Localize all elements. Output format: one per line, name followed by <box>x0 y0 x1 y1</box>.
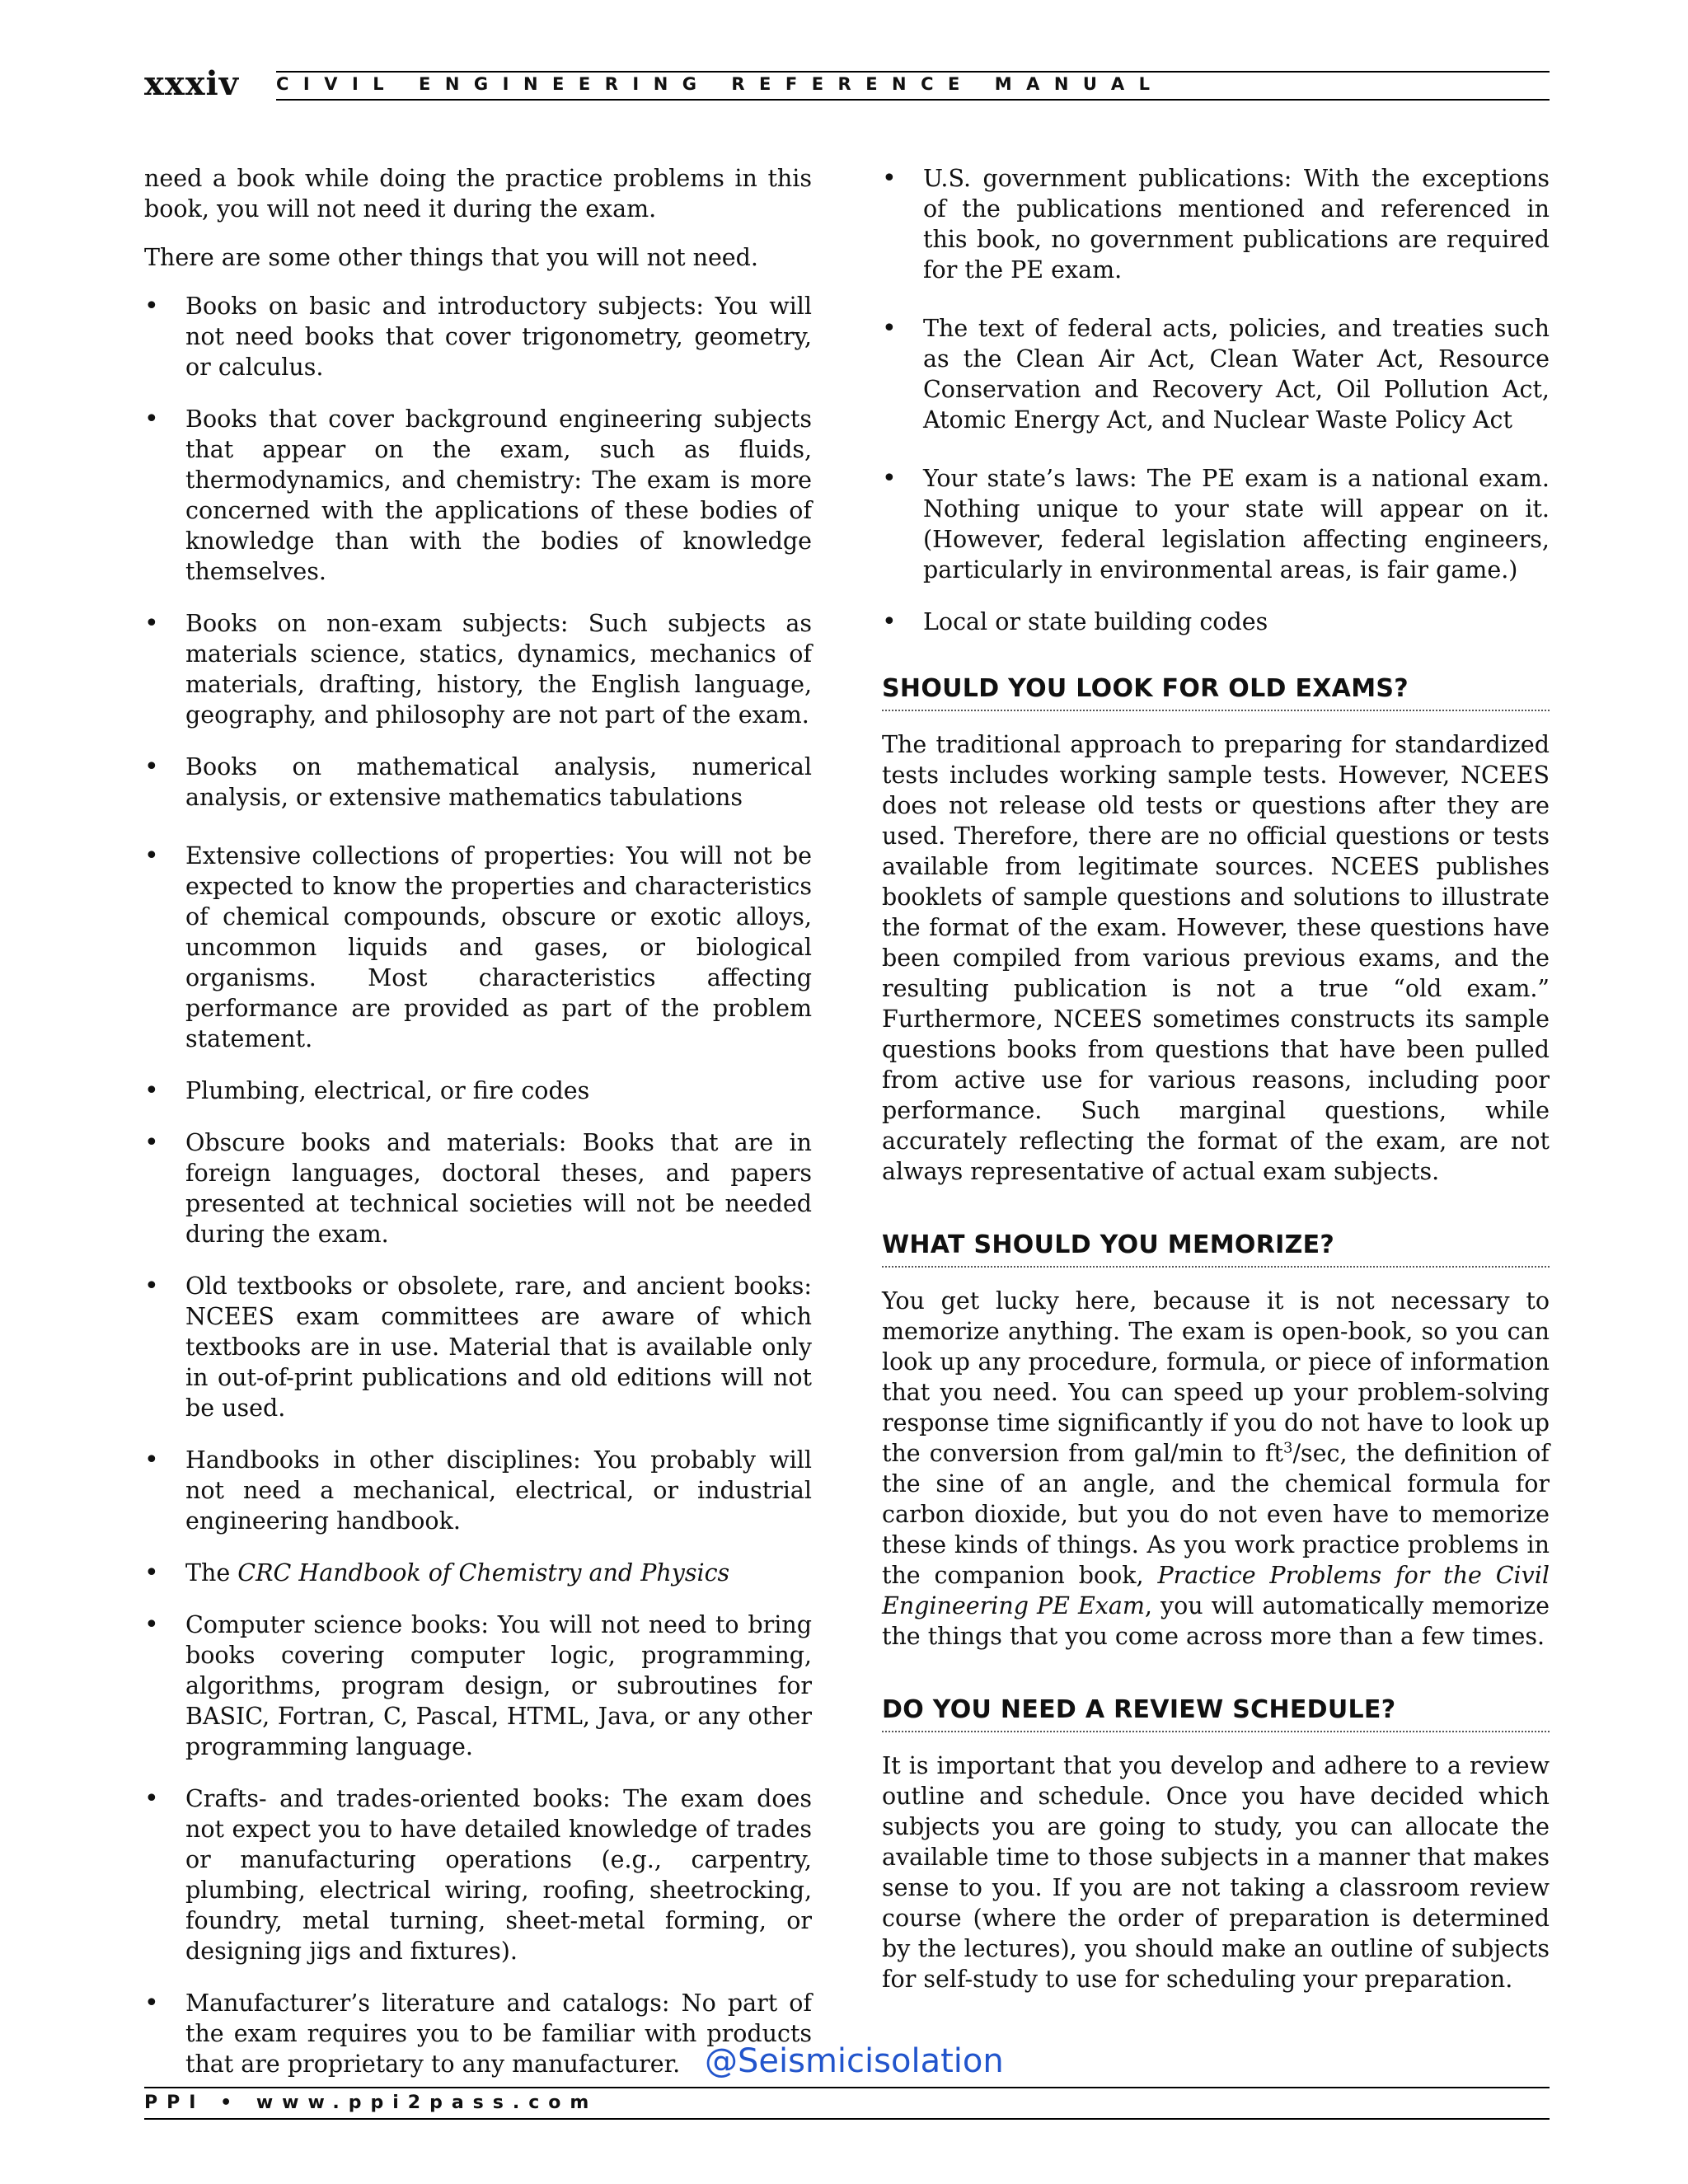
footer-text: PPI • www.ppi2pass.com <box>144 2093 598 2113</box>
list-item: • Local or state building codes <box>882 607 1550 637</box>
paragraph-memorize <box>882 1286 1550 1652</box>
not-needed-list <box>144 291 812 2079</box>
header-rule-top <box>276 71 1550 73</box>
lead-paragraph: There are some other things that you will not need. <box>144 244 758 271</box>
paragraph-review-schedule: It is important that you develop and adhere to a review outline and schedule. Once you have decided which subjects you are going to study, you can allocate the available time to those subjects in a manner that makes sense to you. If you are not taking a classroom review course (where the order of preparation is determined by the lectures), you should make an outline of subjects for self-study to use for scheduling your preparation. <box>882 1752 1550 1993</box>
running-head <box>144 58 1550 107</box>
list-item: • Plumbing, electrical, or fire codes <box>144 1076 812 1106</box>
list-item: • Extensive collections of properties: You will not be expected to know the properties and characteristics of chemical compounds, obscure or exotic alloys, uncommon liquids and gases, or biological organisms. Most characteristics affecting performance are provided as part of the problem statement. <box>144 841 812 1054</box>
list-item: • Obscure books and materials: Books that are in foreign languages, doctoral theses, and papers presented at technical societies will not be needed during the exam. <box>144 1127 812 1249</box>
list-item: • Books on non-exam subjects: Such subjects as materials science, statics, dynamics, mechanics of materials, drafting, history, the English language, geography, and philosophy are not part of the exam. <box>144 608 812 730</box>
list-item: • Computer science books: You will not need to bring books covering computer logic, programming, algorithms, program design, or subroutines for BASIC, Fortran, C, Pascal, HTML, Java, or any other programming language. <box>144 1610 812 1762</box>
book-title: CIVIL ENGINEERING REFERENCE MANUAL <box>276 74 1165 94</box>
left-column <box>144 163 812 2101</box>
companion-book-title: Practice Problems for the Civil Engineering PE Exam <box>882 1562 1550 1619</box>
watermark: @Seismicisolation <box>705 2042 1004 2080</box>
list-item: • Crafts- and trades-oriented books: The exam does not expect you to have detailed knowledge of trades or manufacturing operations (e.g., carpentry, plumbing, electrical wiring, roofing, sheetrocking, foundry, metal turning, sheet-metal forming, or designing jigs and fixtures). <box>144 1783 812 1966</box>
right-column <box>882 163 1550 2013</box>
intro-paragraph: need a book while doing the practice problems in this book, you will not need it during the exam. <box>144 165 812 223</box>
list-item-crc-handbook <box>144 1558 812 1588</box>
list-item: • Handbooks in other disciplines: You probably will not need a mechanical, electrical, or industrial engineering handbook. <box>144 1445 812 1536</box>
list-item: • Your state’s laws: The PE exam is a national exam. Nothing unique to your state will appear on it. (However, federal legislation affecting engineers, particularly in environmental areas, is fair game.) <box>882 463 1550 585</box>
heading-review-schedule: DO YOU NEED A REVIEW SCHEDULE? <box>882 1694 1550 1732</box>
list-item: • U.S. government publications: With the exceptions of the publications mentioned and referenced in this book, no government publications are required for the PE exam. <box>882 163 1550 285</box>
page-number: xxxiv <box>144 64 239 103</box>
list-item: • Old textbooks or obsolete, rare, and ancient books: NCEES exam committees are aware of which textbooks are in use. Material that is available only in out-of-print publications and old editions will not be used. <box>144 1271 812 1423</box>
crc-handbook-title: CRC Handbook of Chemistry and Physics <box>237 1559 730 1586</box>
list-item: • Books on mathematical analysis, numerical analysis, or extensive mathematics tabulations <box>144 752 812 813</box>
heading-old-exams: SHOULD YOU LOOK FOR OLD EXAMS? <box>882 673 1550 711</box>
paragraph-old-exams: The traditional approach to preparing for standardized tests includes working sample tests. However, NCEES does not release old tests or questions after they are used. Therefore, there are no official questions or tests available from legitimate sources. NCEES publishes booklets of sample questions and solutions to illustrate the format of the exam. However, these questions have been compiled from various previous exams, and the resulting publication is not a true “old exam.” Furthermore, NCEES sometimes constructs its sample questions books from questions that have been pulled from active use for various reasons, including poor performance. Such marginal questions, while accurately reflecting the format of the exam, are not always representative of actual exam subjects. <box>882 731 1550 1185</box>
footer-rule-bottom <box>144 2118 1550 2120</box>
list-item: • Manufacturer’s literature and catalogs: No part of the exam requires you to be familiar with products that are proprietary to any manufacturer. <box>144 1988 812 2079</box>
superscript-3: 3 <box>1283 1439 1293 1457</box>
list-item: • The text of federal acts, policies, and treaties such as the Clean Air Act, Clean Water Act, Resource Conservation and Recovery Act, Oil Pollution Act, Atomic Energy Act, and Nuclear Waste Policy Act <box>882 313 1550 435</box>
footer-rule-top <box>144 2087 1550 2088</box>
memorize-text-3: , you will automatically memorize the things that you come across more than a few times. <box>882 1592 1550 1650</box>
memorize-text-1: You get lucky here, because it is not necessary to memorize anything. The exam is open-book, so you can look up any procedure, formula, or piece of information that you need. You can speed up your problem-solving response time significantly if you do not have to look up the conversion from gal/min to ft <box>882 1287 1550 1467</box>
list-item: • Books on basic and introductory subjects: You will not need books that cover trigonometry, geometry, or calculus. <box>144 291 812 382</box>
crc-prefix: The <box>185 1559 238 1586</box>
list-item: • Books that cover background engineering subjects that appear on the exam, such as fluids, thermodynamics, and chemistry: The exam is more concerned with the applications of these bodies of knowledge than with the bodies of knowledge themselves. <box>144 404 812 587</box>
header-rule-bottom <box>276 99 1550 101</box>
not-needed-list-continued <box>882 163 1550 637</box>
heading-memorize: WHAT SHOULD YOU MEMORIZE? <box>882 1230 1550 1268</box>
memorize-text-2: /sec, the definition of the sine of an angle, and the chemical formula for carbon dioxide, but you do not even have to memorize these kinds of things. As you work practice problems in the companion book, <box>882 1440 1550 1589</box>
